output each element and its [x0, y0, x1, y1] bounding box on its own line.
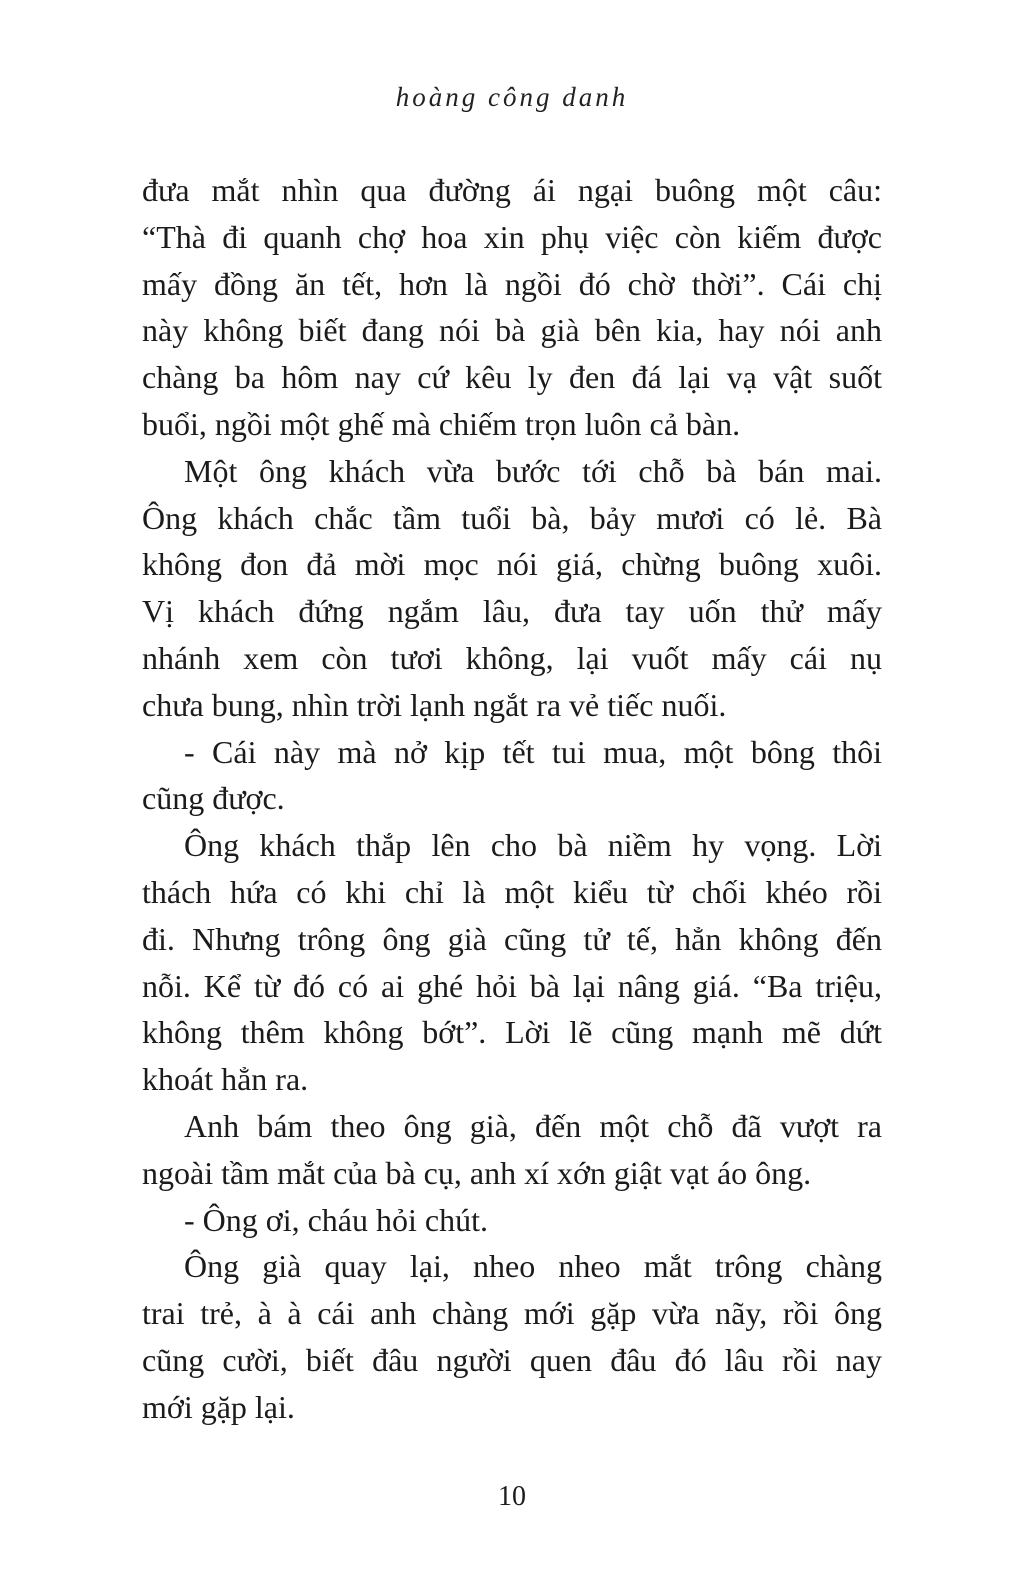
text-line: đi. Nhưng trông ông già cũng tử tế, hẳn không đến	[142, 920, 882, 957]
text-line: Vị khách đứng ngắm lâu, đưa tay uốn thử mấy	[142, 593, 882, 630]
text-line: chưa bung, nhìn trời lạnh ngắt ra vẻ tiếc nuối.	[142, 686, 727, 723]
text-line: thách hứa có khi chỉ là một kiểu từ chối khéo rồi	[142, 873, 882, 910]
text-line: nỗi. Kể từ đó có ai ghé hỏi bà lại nâng giá. “Ba triệu,	[142, 967, 882, 1004]
text-line: Anh bám theo ông già, đến một chỗ đã vượt ra	[184, 1107, 882, 1144]
paragraph	[142, 1197, 882, 1244]
text-line: Ông khách chắc tầm tuổi bà, bảy mươi có lẻ. Bà	[142, 499, 882, 536]
paragraph	[142, 822, 882, 1103]
text-line: “Thà đi quanh chợ hoa xin phụ việc còn kiếm được	[142, 218, 882, 255]
paragraph	[142, 729, 882, 823]
text-line: ngoài tầm mắt của bà cụ, anh xí xớn giật vạt áo ông.	[142, 1154, 812, 1191]
running-header: hoàng công danh	[395, 82, 629, 112]
text-line: cũng cười, biết đâu người quen đâu đó lâu rồi nay	[142, 1341, 882, 1378]
text-line: cũng được.	[142, 780, 285, 817]
text-line: không thêm không bớt”. Lời lẽ cũng mạnh mẽ dứt	[142, 1014, 882, 1051]
text-line: nhánh xem còn tươi không, lại vuốt mấy cái nụ	[142, 639, 882, 676]
text-line: không đon đả mời mọc nói giá, chừng buông xuôi.	[142, 546, 882, 583]
text-line: - Cái này mà nở kịp tết tui mua, một bông thôi	[184, 733, 882, 770]
paragraph	[142, 448, 882, 729]
text-line: Ông già quay lại, nheo nheo mắt trông chàng	[184, 1248, 882, 1285]
text-line: chàng ba hôm nay cứ kêu ly đen đá lại vạ vật suốt	[142, 359, 882, 396]
page-number: 10	[498, 1481, 526, 1512]
paragraph	[142, 1103, 882, 1197]
text-line: - Ông ơi, cháu hỏi chút.	[184, 1201, 488, 1238]
text-line: Một ông khách vừa bước tới chỗ bà bán mai.	[184, 452, 882, 489]
text-line: khoát hẳn ra.	[142, 1061, 309, 1098]
text-line: đưa mắt nhìn qua đường ái ngại buông một câu:	[142, 172, 882, 208]
text-line: buổi, ngồi một ghế mà chiếm trọn luôn cả bàn.	[142, 405, 741, 442]
text-line: mới gặp lại.	[142, 1388, 295, 1425]
text-line: Ông khách thắp lên cho bà niềm hy vọng. Lời	[184, 827, 882, 864]
paragraph	[142, 167, 882, 448]
text-line: mấy đồng ăn tết, hơn là ngồi đó chờ thời”. Cái chị	[142, 265, 882, 302]
body-text	[142, 167, 882, 1431]
paragraph	[142, 1243, 882, 1430]
text-line: trai trẻ, à à cái anh chàng mới gặp vừa nãy, rồi ông	[142, 1295, 882, 1332]
text-line: này không biết đang nói bà già bên kia, hay nói anh	[142, 312, 882, 349]
